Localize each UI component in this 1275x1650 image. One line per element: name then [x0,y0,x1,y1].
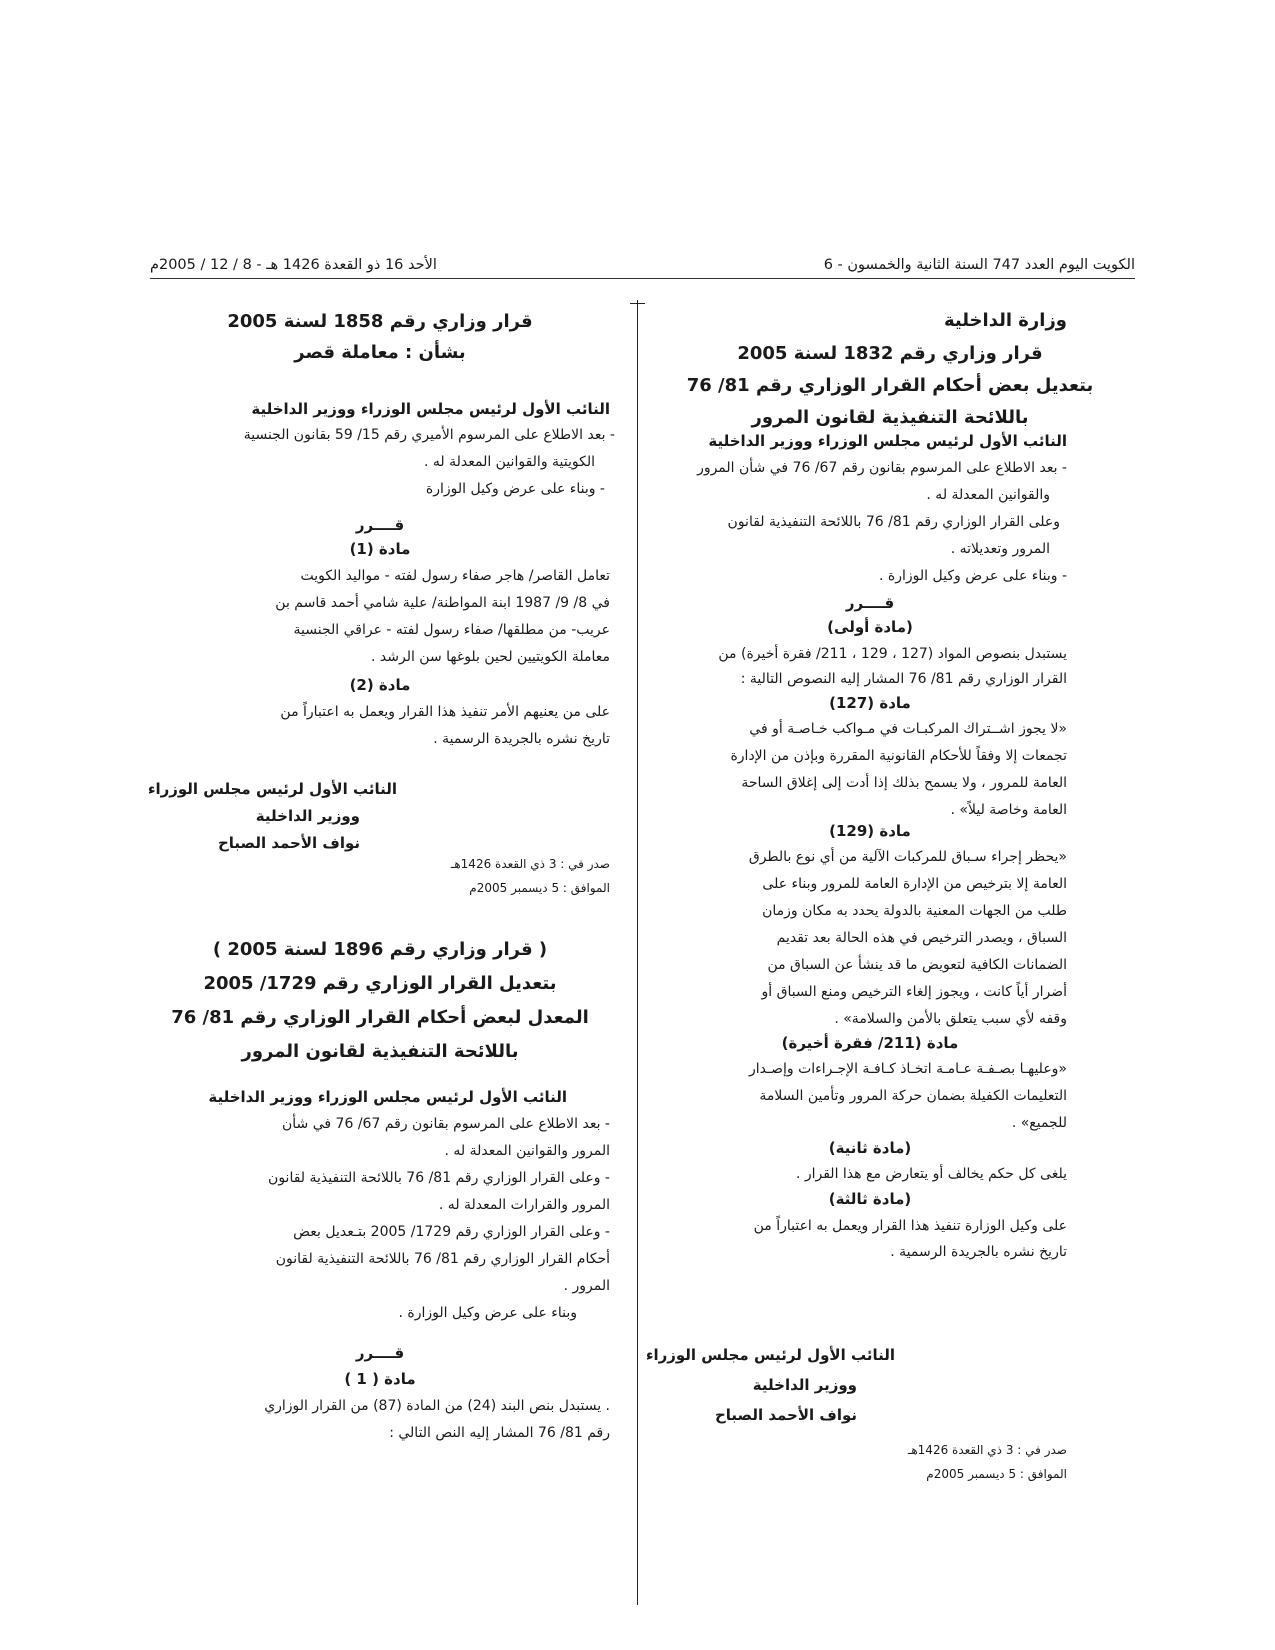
decree-1832-article-2-heading: (مادة ثانية) [828,1139,912,1157]
decree-1832-decided: قــــرر [845,594,895,612]
column-divider-tick [630,303,645,304]
decree-1832-title-3: باللائحة التنفيذية لقانون المرور [751,407,1029,428]
decree-1858-signature-name: نواف الأحمد الصباح [217,834,360,852]
decree-1896-title-1: ( قرار وزاري رقم 1896 لسنة 2005 ) [212,939,548,960]
decree-1832-article-3-line-2: تاريخ نشره بالجريدة الرسمية . [890,1244,1067,1260]
article-129-line-6: أضرار أياً كانت ، ويجوز إلغاء الترخيص ومنع السباق أو [761,984,1067,1000]
decree-1832-preamble-4: المرور وتعديلاته . [950,541,1050,557]
article-129-line-3: طلب من الجهات المعنية بالدولة يحدد به مكان وزمان [762,903,1067,919]
decree-1832-article-1-line-1: يستبدل بنصوص المواد (127 ، 129 ، 211/ فقرة أخيرة) من [718,646,1067,662]
decree-1832-article-3-heading: (مادة ثالثة) [828,1190,912,1208]
article-129-line-7: وقفه لأي سبب يتعلق بالأمن والسلامة» . [834,1011,1067,1027]
column-divider [637,300,638,1605]
decree-1858-title-2: بشأن : معاملة قصر [294,342,466,363]
decree-1896-article-1-line-2: رقم 81/ 76 المشار إليه النص التالي : [389,1425,610,1441]
decree-1858-preamble-1: - بعد الاطلاع على المرسوم الأميري رقم 15/ 59 بقانون الجنسية [243,427,615,443]
article-127-line-2: تجمعات إلا وفقاً للأحكام القانونية المقررة وبإذن من الإدارة [730,748,1067,764]
article-211-line-2: التعليمات الكفيلة بضمان حركة المرور وتأمين السلامة [759,1088,1067,1104]
decree-1858-article-2-line-2: تاريخ نشره بالجريدة الرسمية . [433,731,610,747]
decree-1832-article-1-line-2: القرار الوزاري رقم 81/ 76 المشار إليه النصوص التالية : [740,671,1067,687]
decree-1832-signature-name: نواف الأحمد الصباح [714,1406,857,1424]
article-211-line-1: «وعليهـا بصـفـة عـامـة اتخـاذ كـافـة الإجـراءات وإصـدار [748,1061,1067,1077]
decree-1832-preamble-1: - بعد الاطلاع على المرسوم بقانون رقم 67/ 76 في شأن المرور [697,460,1067,476]
article-129-line-4: السباق ، ويصدر الترخيص في هذه الحالة بعد تقديم [776,930,1067,946]
decree-1896-title-3: المعدل لبعض أحكام القرار الوزاري رقم 81/ 76 [171,1007,589,1028]
article-127-line-4: العامة وخاصة ليلاً» . [950,802,1067,818]
decree-1832-article-2-text: يلغى كل حكم يخالف أو يتعارض مع هذا القرار . [795,1166,1067,1182]
decree-1858-article-1-line-2: في 8/ 9/ 1987 ابنة المواطنة/ علية شامي أحمد قاسم بن [275,595,610,611]
page-header [150,254,1135,276]
decree-1896-preamble-6: أحكام القرار الوزاري رقم 81/ 76 باللائحة التنفيذية لقانون [275,1251,610,1267]
header-gazette-issue: الكويت اليوم العدد 747 السنة الثانية والخمسون - 6 [823,257,1135,273]
decree-1896-preamble-5: - وعلى القرار الوزاري رقم 1729/ 2005 بتـعديل بعض [293,1224,610,1240]
article-127-line-3: العامة للمرور ، ولا يسمح بذلك إذا أدت إلى إغلاق الساحة [741,775,1067,791]
decree-1832-signature-title: النائب الأول لرئيس مجلس الوزراء [645,1346,895,1364]
decree-1858-title-1: قرار وزاري رقم 1858 لسنة 2005 [227,311,533,332]
decree-1896-preamble-3: - وعلى القرار الوزاري رقم 81/ 76 باللائحة التنفيذية لقانون [268,1170,610,1186]
decree-1896-title-2: بتعديل القرار الوزاري رقم 1729/ 2005 [203,973,557,994]
decree-1896-title-4: باللائحة التنفيذية لقانون المرور [241,1041,519,1062]
decree-1832-issuer: النائب الأول لرئيس مجلس الوزراء ووزير الداخلية [708,432,1067,450]
article-211-line-3: للجميع» . [1011,1115,1067,1131]
decree-1896-preamble-1: - بعد الاطلاع على المرسوم بقانون رقم 67/ 76 في شأن [282,1116,610,1132]
decree-1832-article-3-line-1: على وكيل الوزارة تنفيذ هذا القرار ويعمل به اعتباراً من [753,1218,1067,1234]
decree-1896-preamble-8: وبناء على عرض وكيل الوزارة . [398,1305,577,1321]
decree-1858-article-1-line-1: تعامل القاصر/ هاجر صفاء رسول لفته - مواليد الكويت [300,568,610,584]
decree-1858-article-1-heading: مادة (1) [349,540,411,558]
decree-1832-title-1: قرار وزاري رقم 1832 لسنة 2005 [737,343,1043,364]
decree-1896-preamble-4: المرور والقرارات المعدلة له . [438,1197,610,1213]
decree-1858-article-1-line-4: معاملة الكويتيين لحين بلوغها سن الرشد . [371,649,610,665]
decree-1832-preamble-3: وعلى القرار الوزاري رقم 81/ 76 باللائحة التنفيذية لقانون [727,514,1060,530]
decree-1832-signature-ministry: ووزير الداخلية [752,1376,857,1394]
decree-1858-decided: قــــرر [355,516,405,534]
decree-1858-article-2-line-1: على من يعنيهم الأمر تنفيذ هذا القرار ويعمل به اعتباراً من [280,704,610,720]
decree-1858-issued-gregorian: الموافق : 5 ديسمبر 2005م [469,881,610,895]
decree-1896-decided: قــــرر [355,1344,405,1362]
decree-1858-issuer: النائب الأول لرئيس مجلس الوزراء ووزير الداخلية [251,400,610,418]
decree-1832-issued-hijri: صدر في : 3 ذي القعدة 1426هـ [907,1443,1067,1457]
article-127-heading: مادة (127) [829,694,911,712]
ministry-heading: وزارة الداخلية [943,310,1067,331]
decree-1858-preamble-2: الكويتية والقوانين المعدلة له . [423,454,595,470]
decree-1896-preamble-2: المرور والقوانين المعدلة له . [444,1143,610,1159]
article-129-heading: مادة (129) [829,822,911,840]
decree-1858-article-2-heading: مادة (2) [349,676,411,694]
decree-1832-preamble-5: - وبناء على عرض وكيل الوزارة . [879,568,1067,584]
header-rule [150,278,1135,279]
decree-1896-article-1-heading: مادة ( 1 ) [344,1370,416,1388]
decree-1832-title-2: بتعديل بعض أحكام القرار الوزاري رقم 81/ 76 [686,375,1094,396]
decree-1832-issued-gregorian: الموافق : 5 ديسمبر 2005م [926,1467,1067,1481]
article-129-line-1: «يحظر إجراء سـباق للمركبات الآلية من أي نوع بالطرق [748,849,1067,865]
decree-1896-issuer: النائب الأول لرئيس مجلس الوزراء ووزير الداخلية [208,1088,567,1106]
decree-1858-preamble-3: - وبناء على عرض وكيل الوزارة [425,481,605,497]
article-127-line-1: «لا يجوز اشــتراك المركبـات في مـواكب خـاصـة أو في [749,721,1067,737]
decree-1858-issued-hijri: صدر في : 3 ذي القعدة 1426هـ [450,857,610,871]
decree-1832-article-1-heading: (مادة أولى) [827,618,913,636]
decree-1858-signature-title: النائب الأول لرئيس مجلس الوزراء [147,780,397,798]
header-date: الأحد 16 ذو القعدة 1426 هـ - 8 / 12 / 2005م [150,257,437,273]
decree-1896-preamble-7: المرور . [563,1278,610,1294]
decree-1832-preamble-2: والقوانين المعدلة له . [926,487,1050,503]
article-129-line-5: الضمانات الكافية لتعويض ما قد ينشأ عن السباق من [767,957,1067,973]
decree-1858-signature-ministry: ووزير الداخلية [255,807,360,825]
decree-1858-article-1-line-3: عريب- من مطلقها/ صفاء رسول لفته - عراقي الجنسية [293,622,610,638]
decree-1896-article-1-line-1: . يستبدل بنص البند (24) من المادة (87) من القرار الوزاري [264,1398,610,1414]
article-129-line-2: العامة إلا بترخيص من الإدارة العامة للمرور وبناء على [762,876,1067,892]
article-211-heading: مادة (211/ فقرة أخيرة) [781,1034,959,1052]
